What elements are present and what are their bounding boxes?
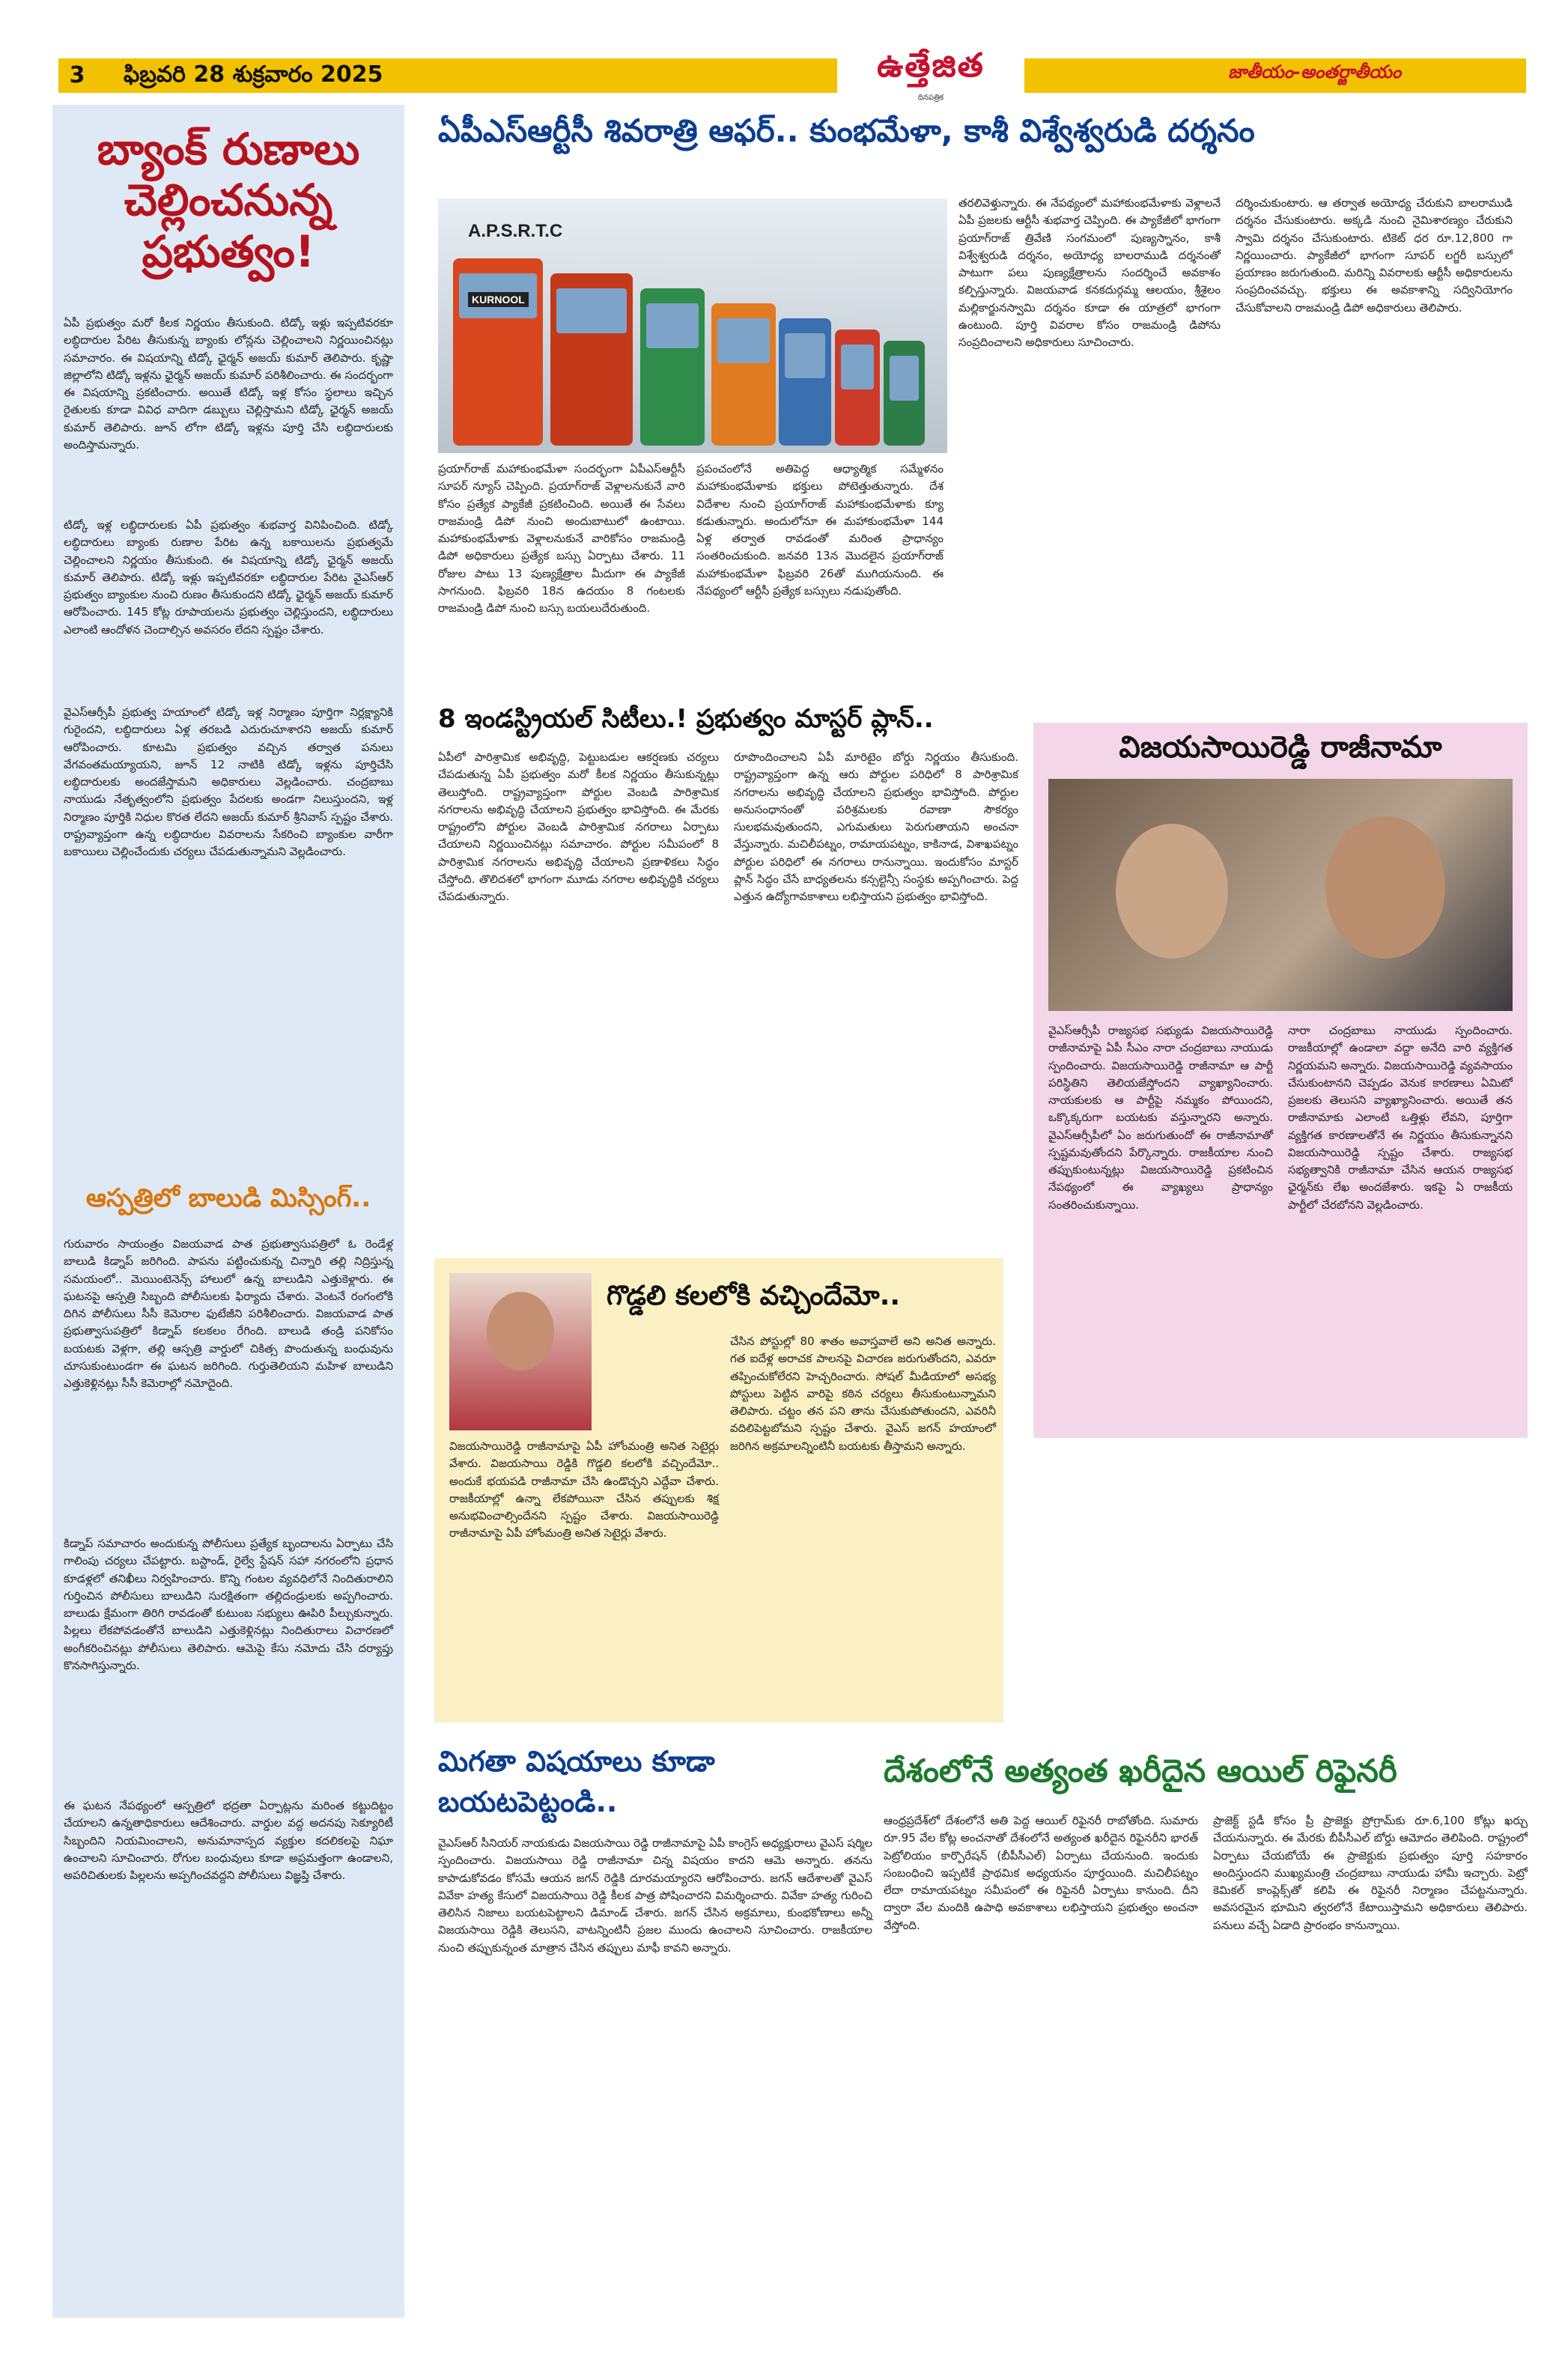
masthead-logo: ఉత్తేజిత [877, 46, 985, 85]
rtc-col-4: దర్శించుకుంటారు. ఆ తర్వాత అయోధ్య చేరుకుని బాలరాముడి దర్శనం చేసుకుంటారు. అక్కడి నుంచి నైమిశారణ్యం చేరుకుని స్వామి దర్శనం చేసుకుంటారు. టికెట్ ధర రూ.12,800 గా నిర్ణయించారు. ప్యాకేజీలో భాగంగా సూపర్ లగ్జరీ బస్సులో ప్రయాణం జరుగుతుంది. మరిన్ని వివరాలకు ఆర్టీసీ అధికారులను సంప్రదించవచ్చు. భక్తులు ఈ అవకాశాన్ని సద్వినియోగం చేసుకోవాలని రాజమండ్రి డిపో అధికారులు తెలిపారు. [1236, 196, 1513, 315]
rtc-col-3: తరలివెళ్తున్నారు. ఈ నేపథ్యంలో మహాకుంభమేళాకు వెళ్లాలనే ఏపీ ప్రజలకు ఆర్టీసీ శుభవార్త చెప్పింది. ఈ ప్యాకేజీలో భాగంగా ప్రయాగ్‌రాజ్ త్రివేణి సంగమంలో పుణ్యస్నానం, కాశీ విశ్వేశ్వరుడి దర్శనం, అయోధ్య బాలరాముడి దర్శనంతో పాటుగా పలు పుణ్యక్షేత్రాలను సందర్శించే అవకాశం కల్పిస్తున్నారు. విజయవాడ కనకదుర్గమ్మ ఆలయం, శ్రీశైలం మల్లికార్జునస్వామి దర్శనం కూడా ఈ యాత్రలో భాగంగా ఉంటుంది. పూర్తి వివరాల కోసం రాజమండ్రి డిపోను సంప్రదించాలని అధికారులు సూచించారు. [958, 196, 1221, 349]
goddali-col-2: చేసిన పోస్టుల్లో 80 శాతం అవాస్తవాలే అని అనిత అన్నారు. గత ఐదేళ్ల అరాచక పాలనపై విచారణ జరుగుతోందని, ఎవరూ తప్పించుకోలేరని హెచ్చరించారు. సోషల్ మీడియాలో అసభ్య పోస్టులు పెట్టిన వారిపై కఠిన చర్యలు తీసుకుంటున్నామని తెలిపారు. చట్టం తన పని తాను చేసుకుపోతుందని, ఎవరినీ వదిలిపెట్టబోమని స్పష్టం చేశారు. వైఎస్ జగన్ హయాంలో జరిగిన అక్రమాలన్నింటినీ బయటకు తీస్తామని అన్నారు. [730, 1335, 996, 1453]
vsr-photo [1048, 779, 1513, 1011]
industrial-col-1: ఏపీలో పారిశ్రామిక అభివృద్ధి, పెట్టుబడుల ఆకర్షణకు చర్యలు చేపడుతున్న ఏపీ ప్రభుత్వం మరో కీలక నిర్ణయం తీసుకున్నట్లు తెలుస్తోంది. రాష్ట్రవ్యాప్తంగా పోర్టుల వెంబడి పారిశ్రామిక నగరాలను అభివృద్ధి చేయాలని ప్రభుత్వం భావిస్తోంది. ఈ మేరకు రాష్ట్రంలోని పోర్టుల వెంబడి పారిశ్రామిక నగరాలు ఏర్పాటు చేయాలని నిర్ణయించినట్లు సమాచారం. పోర్టుల సమీపంలో 8 పారిశ్రామిక నగరాలను అభివృద్ధి చేయాలని ప్రణాళికలు సిద్ధం చేస్తోంది. తొలిదశలో భాగంగా మూడు నగరాల అభివృద్ధికి చర్యలు చేపడుతున్నారు. [438, 750, 719, 903]
masthead [837, 46, 1024, 102]
left-headline: బ్యాంక్ రుణాలు చెల్లించనున్న ప్రభుత్వం! [97, 124, 360, 277]
bus-route-sign: KURNOOL [468, 292, 529, 307]
section-label: జాతీయం-అంతర్జాతీయం [1228, 61, 1402, 82]
left-body-6: ఈ ఘటన నేపథ్యంలో ఆస్పత్రిలో భద్రతా ఏర్పాట్లను మరింత కట్టుదిట్టం చేయాలని ఉన్నతాధికారులు ఆదేశించారు. వార్డుల వద్ద అదనపు సెక్యూరిటీ సిబ్బందిని నియమించాలని, అనుమానాస్పద వ్యక్తుల కదలికలపై నిఘా ఉంచాలని సూచించారు. రోగుల బంధువులు కూడా అప్రమత్తంగా ఉండాలని, అపరిచితులకు పిల్లలను అప్పగించవద్దని పోలీసులు విజ్ఞప్తి చేశారు. [64, 1799, 393, 1882]
refinery-col-2: ప్రాజెక్ట్ స్టడీ కోసం ప్రీ ప్రాజెక్టు ప్రోగ్రామ్‌కు రూ.6,100 కోట్లు ఖర్చు చేయనున్నారు. ఈ మేరకు బీపీసీఎల్ బోర్డు ఆమోదం తెలిపింది. రాష్ట్రంలో ఏర్పాటు చేయబోయే ఈ ప్రాజెక్టుకు ప్రభుత్వం పూర్తి సహకారం అందిస్తుందని ముఖ్యమంత్రి చంద్రబాబు నాయుడు హామీ ఇచ్చారు. పెట్రో కెమికల్ కాంప్లెక్స్‌తో కలిపి ఈ రిఫైనరీ నిర్మాణం చేపట్టనున్నారు. అవసరమైన భూమిని త్వరలోనే కేటాయిస్తామని అధికారులు తెలిపారు. పనులు వచ్చే ఏడాది ప్రారంభం కానున్నాయి. [1213, 1814, 1528, 1932]
migata-body: వైఎస్ఆర్ సీనియర్ నాయకుడు విజయసాయి రెడ్డి రాజీనామాపై ఏపీ కాంగ్రెస్ అధ్యక్షురాలు వైఎస్ షర్మిల స్పందించారు. విజయసాయి రెడ్డి రాజీనామా చిన్న విషయం కాదని ఆమె అన్నారు. తనను కాపాడుకోవడం కోసమే ఆయన జగన్ రెడ్డికి దూరమయ్యారని ఆరోపించారు. జగన్ ఆదేశాలతో వైఎస్ వివేకా హత్య కేసులో విజయసాయి రెడ్డి కీలక పాత్ర పోషించారని విమర్శించారు. వివేకా హత్య గురించి తెలిసిన నిజాలు బయటపెట్టాలని డిమాండ్ చేశారు. జగన్ చేసిన అక్రమాలు, కుంభకోణాలు అన్నీ విజయసాయి రెడ్డికి తెలుసని, వాటన్నింటినీ ప్రజల ముందు ఉంచాలని సూచించారు. రాజకీయాల నుంచి తప్పుకున్నంత మాత్రాన చేసిన తప్పులు మాఫీ కావని అన్నారు. [438, 1836, 872, 1955]
vsr-col-1: వైఎస్ఆర్సీపీ రాజ్యసభ సభ్యుడు విజయసాయిరెడ్డి రాజీనామాపై ఏపీ సీఎం నారా చంద్రబాబు నాయుడు స్పందించారు. విజయసాయిరెడ్డి రాజీనామా ఆ పార్టీ పరిస్థితిని తెలియజేస్తోందని వ్యాఖ్యానించారు. నాయకులకు ఆ పార్టీపై నమ్మకం పోయిందని, ఒక్కొక్కరుగా బయటకు వస్తున్నారని అన్నారు. వైఎస్ఆర్సీపీలో ఏం జరుగుతుందో ఈ రాజీనామాతో స్పష్టమవుతోందని పేర్కొన్నారు. రాజకీయాల నుంచి తప్పుకుంటున్నట్లు విజయసాయిరెడ్డి ప్రకటించిన నేపథ్యంలో ఈ వ్యాఖ్యలు ప్రాధాన్యం సంతరించుకున్నాయి. [1048, 1024, 1273, 1212]
rtc-col-2: ప్రపంచంలోనే అతిపెద్ద ఆధ్యాత్మిక సమ్మేళనం మహాకుంభమేళాకు భక్తులు పోటెత్తుతున్నారు. దేశ విదేశాల నుంచి ప్రయాగ్‌రాజ్ మహాకుంభమేళాకు క్యూ కడుతున్నారు. అందులోనూ ఈ మహాకుంభమేళా 144 ఏళ్ల తర్వాత రావడంతో మరింత ప్రాధాన్యం సంతరించుకుంది. జనవరి 13న మొదలైన ప్రయాగ్‌రాజ్ మహాకుంభమేళా ఫిబ్రవరి 26తో ముగియనుంది. ఈ నేపథ్యంలో ఆర్టీసీ ప్రత్యేక బస్సులు నడుపుతోంది. [696, 462, 943, 598]
issue-date: ఫిబ్రవరి 28 శుక్రవారం 2025 [124, 61, 383, 88]
goddali-headline: గొడ్డలి కలలోకి వచ్చిందేమో.. [607, 1281, 901, 1311]
industrial-headline: 8 ఇండస్ట్రియల్ సిటీలు.! ప్రభుత్వం మాస్టర్ ప్లాన్.. [438, 704, 934, 734]
left-body-3: వైఎస్ఆర్సీపీ ప్రభుత్వ హయాంలో టిడ్కో ఇళ్ల నిర్మాణం పూర్తిగా నిర్లక్ష్యానికి గురైందని, లబ్ధిదారులు ఏళ్ల తరబడి ఎదురుచూశారని అజయ్ కుమార్ ఆరోపించారు. కూటమి ప్రభుత్వం వచ్చిన తర్వాత పనులు వేగవంతమయ్యాయని, జూన్ 12 నాటికి టిడ్కో ఇళ్లను పూర్తిచేసి లబ్ధిదారులకు అందజేస్తామని అధికారులు వెల్లడించారు. చంద్రబాబు నాయుడు నేతృత్వంలోని ప్రభుత్వం పేదలకు అండగా నిలుస్తుందని, ఇళ్ల నిర్మాణం పూర్తికి నిధుల కొరత లేదని అజయ్ కుమార్ శ్రీనివాస్ స్పష్టం చేశారు. రాష్ట్రవ్యాప్తంగా ఉన్న లబ్ధిదారుల వివరాలను సేకరించి బ్యాంకుల వారీగా బకాయిలు చెల్లించేందుకు చర్యలు చేపడుతున్నామని వెల్లడించారు. [64, 705, 393, 858]
vsr-col-2: నారా చంద్రబాబు నాయుడు స్పందించారు. రాజకీయాల్లో ఉండాలా వద్దా అనేది వారి వ్యక్తిగత నిర్ణయమని అన్నారు. విజయసాయిరెడ్డి వ్యవసాయం చేసుకుంటానని చెప్పడం వెనుక కారణాలు ఏమిటో ప్రజలకు తెలుసని వ్యాఖ్యానించారు. అయితే తన రాజీనామాకు ఎలాంటి ఒత్తిళ్లు లేవని, పూర్తిగా వ్యక్తిగత కారణాలతోనే ఈ నిర్ణయం తీసుకున్నానని విజయసాయిరెడ్డి స్పష్టం చేశారు. రాజ్యసభ సభ్యత్వానికి రాజీనామా చేసిన ఆయన రాజ్యసభ ఛైర్మన్‌కు లేఖ అందజేశారు. ఇకపై ఏ రాజకీయ పార్టీలో చేరబోనని వెల్లడించారు. [1288, 1024, 1513, 1212]
rtc-col-1: ప్రయాగ్‌రాజ్ మహాకుంభమేళా సందర్భంగా ఏపీఎస్ఆర్టీసీ సూపర్ న్యూస్ చెప్పింది. ప్రయాగ్‌రాజ్ వెళ్లాలనుకునే వారి కోసం ప్రత్యేక ప్యాకేజీ ప్రకటించింది. అయితే ఈ సేవలు రాజమండ్రి డిపో నుంచి అందుబాటులో ఉంటాయి. మహాకుంభమేళాకు వెళ్లాలనుకునే వారికోసం రాజమండ్రి డిపో అధికారులు ప్రత్యేక బస్సు ఏర్పాటు చేశారు. 11 రోజుల పాటు 13 పుణ్యక్షేత్రాల మీదుగా ఈ ప్యాకేజీ సాగనుంది. ఫిబ్రవరి 18న ఉదయం 8 గంటలకు రాజమండ్రి డిపో నుంచి బస్సు బయలుదేరుతుంది. [438, 462, 685, 615]
bus-brand-text: A.P.S.R.T.C [468, 221, 563, 241]
anitha-photo [449, 1273, 592, 1430]
left-body-1: ఏపీ ప్రభుత్వం మరో కీలక నిర్ణయం తీసుకుంది. టిడ్కో ఇళ్లు ఇప్పటివరకూ లబ్ధిదారుల పేరిట తీసుకున్న బ్యాంకు లోన్లను చెల్లించాలని నిర్ణయించినట్లు సమాచారం. ఈ విషయాన్ని టిడ్కో ఛైర్మన్ అజయ్ కుమార్ తెలిపారు. కృష్ణా జిల్లాలోని టిడ్కో ఇళ్లను ఛైర్మన్ అజయ్ కుమార్ పరిశీలించారు. ఈ సందర్భంగా ఈ విషయాన్ని ప్రకటించారు. అయితే టిడ్కో ఇళ్ల కోసం స్థలాలు ఇచ్చిన రైతులకు కూడా వివిధ వాదిగా డబ్బులు చెల్లిస్తామని టిడ్కో ఛైర్మన్ అజయ్ కుమార్ తెలిపారు. జూన్ లోగా టిడ్కో ఇళ్లను పూర్తి చేసి లబ్ధిదారులకు అందిస్తామన్నారు. [64, 316, 393, 452]
vsr-headline: విజయసాయిరెడ్డి రాజీనామా [1119, 730, 1442, 765]
refinery-col-1: ఆంధ్రప్రదేశ్‌లో దేశంలోనే అతి పెద్ద ఆయిల్ రిఫైనరీ రాబోతోంది. సుమారు రూ.95 వేల కోట్ల అంచనాతో దేశంలోనే అత్యంత ఖరీదైన రిఫైనరీని భారత్ పెట్రోలియం కార్పొరేషన్ (బీపీసీఎల్) ఏర్పాటు చేయనుంది. ఇందుకు సంబంధించి ఇప్పటికే ప్రాథమిక అధ్యయనం పూర్తయింది. మచిలీపట్నం లేదా రామాయపట్నం సమీపంలో ఈ రిఫైనరీ ఏర్పాటు కానుంది. దీని ద్వారా వేల మందికి ఉపాధి అవకాశాలు లభిస్తాయని ప్రభుత్వం అంచనా వేస్తోంది. [884, 1814, 1198, 1932]
migata-headline: మిగతా విషయాలు కూడా బయటపెట్టండి.. [438, 1745, 715, 1818]
rtc-headline: ఏపీఎస్ఆర్టీసీ శివరాత్రి ఆఫర్.. కుంభమేళా, కాశీ విశ్వేశ్వరుడి దర్శనం [438, 112, 1255, 149]
rtc-bus-photo [438, 198, 947, 453]
goddali-col-1: విజయసాయిరెడ్డి రాజీనామాపై ఏపీ హోంమంత్రి అనిత సెటైర్లు వేశారు. విజయసాయి రెడ్డికి గొడ్డలి కలలోకి వచ్చిందేమో.. అందుకే భయపడి రాజీనామా చేసి ఉండొచ్చని ఎద్దేవా చేశారు. రాజకీయాల్లో ఉన్నా లేకపోయినా చేసిన తప్పులకు శిక్ష అనుభవించాల్సిందేనని స్పష్టం చేశారు. విజయసాయిరెడ్డి రాజీనామాపై ఏపీ హోంమంత్రి అనిత సెటైర్లు వేశారు. [449, 1439, 719, 1540]
refinery-headline: దేశంలోనే అత్యంత ఖరీదైన ఆయిల్ రిఫైనరీ [884, 1752, 1397, 1789]
left-body-4: గురువారం సాయంత్రం విజయవాడ పాత ప్రభుత్వాసుపత్రిలో ఓ రెండేళ్ల బాలుడి కిడ్నాప్ జరిగింది. పాపను పట్టించుకున్న చిన్నారి తల్లి నిద్రిస్తున్న సమయంలో.. మెయింటెనెన్స్ హాలులో ఉన్న బాలుడిని ఎత్తుకెళ్లారు. ఈ ఘటనపై ఆస్పత్రి సిబ్బంది పోలీసులకు ఫిర్యాదు చేశారు. వెంటనే రంగంలోకి దిగిన పోలీసులు సీసీ కెమెరాల ఫుటేజీని పరిశీలించారు. విజయవాడ పాత ప్రభుత్వాసుపత్రిలో కిడ్నాప్ కలకలం రేగింది. బాలుడి తండ్రి పనికోసం బయటకు వెళ్లగా, తల్లి ఆస్పత్రి వార్డులో చికిత్స పొందుతున్న బంధువును చూసుకుంటుండగా ఈ ఘటన జరిగింది. గుర్తుతెలియని మహిళ బాలుడిని ఎత్తుకెళ్లినట్లు సీసీ కెమెరాల్లో నమోదైంది. [64, 1237, 393, 1390]
left-subheadline: ఆస్పత్రిలో బాలుడి మిస్సింగ్.. [85, 1183, 371, 1213]
left-body-2: టిడ్కో ఇళ్ల లబ్ధిదారులకు ఏపీ ప్రభుత్వం శుభవార్త వినిపించింది. టిడ్కో లబ్ధిదారులు బ్యాంకు రుణాల పేరిట ఉన్న బకాయిలను ప్రభుత్వమే చెల్లించాలని నిర్ణయం తీసుకుంది. ఈ విషయాన్ని టిడ్కో ఛైర్మన్ అజయ్ కుమార్ తెలిపారు. టిడ్కో ఇళ్లు ఇప్పటివరకూ లబ్ధిదారుల పేరిట వైఎస్ఆర్ ప్రభుత్వం బ్యాంకుల నుంచి రుణం తీసుకుందని టిడ్కో ఛైర్మన్ అజయ్ కుమార్ ఆరోపించారు. 145 కోట్ల రూపాయలను ప్రభుత్వం చెల్లిస్తుందని, లబ్ధిదారులు ఎలాంటి ఆందోళన చెందాల్సిన అవసరం లేదని స్పష్టం చేశారు. [64, 518, 393, 637]
masthead-tagline: దినపత్రిక [917, 94, 944, 102]
left-body-5: కిడ్నాప్ సమాచారం అందుకున్న పోలీసులు ప్రత్యేక బృందాలను ఏర్పాటు చేసి గాలింపు చర్యలు చేపట్టారు. బస్టాండ్, రైల్వే స్టేషన్ సహా నగరంలోని ప్రధాన కూడళ్లలో తనిఖీలు నిర్వహించారు. కొన్ని గంటల వ్యవధిలోనే నిందితురాలిని గుర్తించిన పోలీసులు బాలుడిని సురక్షితంగా తల్లిదండ్రులకు అప్పగించారు. బాలుడు క్షేమంగా తిరిగి రావడంతో కుటుంబ సభ్యులు ఊపిరి పీల్చుకున్నారు. పిల్లలు లేకపోవడంతోనే బాలుడిని ఎత్తుకెళ్లినట్లు నిందితురాలు విచారణలో అంగీకరించినట్లు పోలీసులు తెలిపారు. ఆమెపై కేసు నమోదు చేసి దర్యాప్తు కొనసాగిస్తున్నారు. [64, 1537, 393, 1672]
page-number: 3 [58, 58, 96, 93]
industrial-col-2: రూపొందించాలని ఏపీ మారిటైం బోర్డు నిర్ణయం తీసుకుంది. రాష్ట్రవ్యాప్తంగా ఉన్న ఆరు పోర్టుల పరిధిలో 8 పారిశ్రామిక నగరాలను అభివృద్ధి చేయాలని ప్రభుత్వం భావిస్తోంది. పోర్టుల అనుసంధానంతో పరిశ్రమలకు రవాణా సౌకర్యం సులభమవుతుందని, ఎగుమతులు పెరుగుతాయని అంచనా వేస్తున్నారు. మచిలీపట్నం, రామాయపట్నం, కాకినాడ, విశాఖపట్నం పోర్టుల పరిధిలో ఈ నగరాలు రానున్నాయి. ఇందుకోసం మాస్టర్ ప్లాన్ సిద్ధం చేసే బాధ్యతలను కన్సల్టెన్సీ సంస్థకు అప్పగించారు. పెద్ద ఎత్తున ఉద్యోగావకాశాలు లభిస్తాయని ప్రభుత్వం భావిస్తోంది. [734, 750, 1018, 903]
